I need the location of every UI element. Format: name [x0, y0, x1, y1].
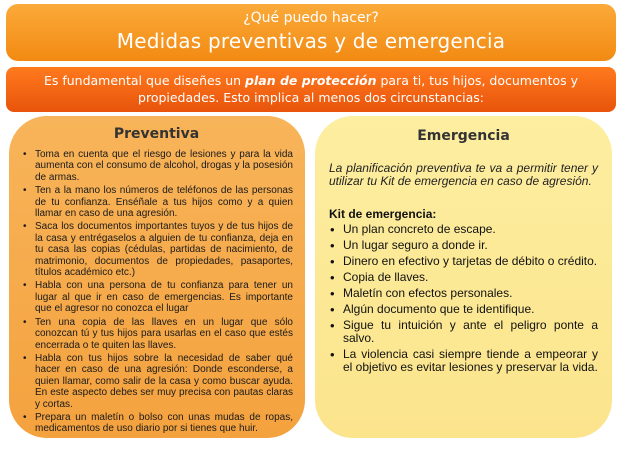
intro-box: [6, 67, 616, 112]
list-item: • Sigue tu intuición y ante el peligro ponte a salvo.: [343, 319, 598, 345]
kit-title: Kit de emergencia:: [329, 207, 437, 221]
question-subtitle: ¿Qué puedo hacer?: [243, 10, 379, 26]
intro-text-start: Es fundamental que diseñes un: [43, 73, 246, 88]
list-item: • Un plan concreto de escape.: [343, 223, 598, 236]
intro-text-end: para ti, tus hijos, documentos y propiedades. Esto implica al menos dos circunstancias:: [138, 73, 579, 105]
intro-highlight: plan de protección: [245, 73, 377, 88]
preventiva-heading: Preventiva: [113, 126, 200, 142]
header-banner: [6, 4, 616, 61]
list-item: • Prepara un maletín o bolso con unas mudas de ropas, medicamentos de uso diario por si tienes que huir.: [35, 412, 293, 435]
list-item: • La violencia casi siempre tiende a empeorar y el objetivo es evitar lesiones y preservar la vida.: [343, 348, 598, 374]
list-item: • Ten una copia de las llaves en un lugar que sólo conozcan tú y tus hijos para usarlas en el caso que estés encerrada o te quiten las llaves.: [35, 317, 293, 351]
list-item: • Toma en cuenta que el riesgo de lesiones y para la vida aumenta con el consumo de alcohol, drogas y la posesión de armas.: [35, 149, 293, 183]
emergencia-heading: Emergencia: [417, 128, 510, 144]
list-item: • Ten a la mano los números de teléfonos de las personas de tu confianza. Enséñale a tus hijos como y a quien llamar en caso de una agresión.: [35, 185, 293, 219]
list-item: • Habla con una persona de tu confianza para tener un lugar al que ir en caso de emergencias. Es importante que el agresor no conozca el lugar: [35, 280, 293, 314]
list-item: • Algún documento que te identifique.: [343, 303, 598, 316]
list-item: • Saca los documentos importantes tuyos y de tus hijos de la casa y entrégaselos a alguien de tu confianza, deja en tu casa las copias (cédulas, partidas de nacimiento, de matrimonio, documentos de propiedades, pasaportes, títulos académico etc.): [35, 221, 293, 278]
list-item: • Un lugar seguro a donde ir.: [343, 239, 598, 252]
list-item: • Maletín con efectos personales.: [343, 287, 598, 300]
page-title: Medidas preventivas y de emergencia: [116, 29, 506, 53]
list-item: • Copia de llaves.: [343, 271, 598, 284]
list-item: • Habla con tus hijos sobre la necesidad de saber qué hacer en caso de una agresión: Donde esconderse, a quien llamar, como salir de la casa y como buscar ayuda. En este aspecto debes ser muy precisa con pautas claras y cortas.: [35, 353, 293, 410]
emergencia-lead: La planificación preventiva te va a permitir tener y utilizar tu Kit de emergencia en caso de agresión.: [329, 161, 598, 188]
preventiva-list: [20, 149, 293, 435]
kit-list: [329, 223, 598, 374]
emergencia-panel: [315, 116, 612, 438]
list-item: • Dinero en efectivo y tarjetas de débito o crédito.: [343, 255, 598, 268]
preventiva-panel: [9, 116, 305, 438]
